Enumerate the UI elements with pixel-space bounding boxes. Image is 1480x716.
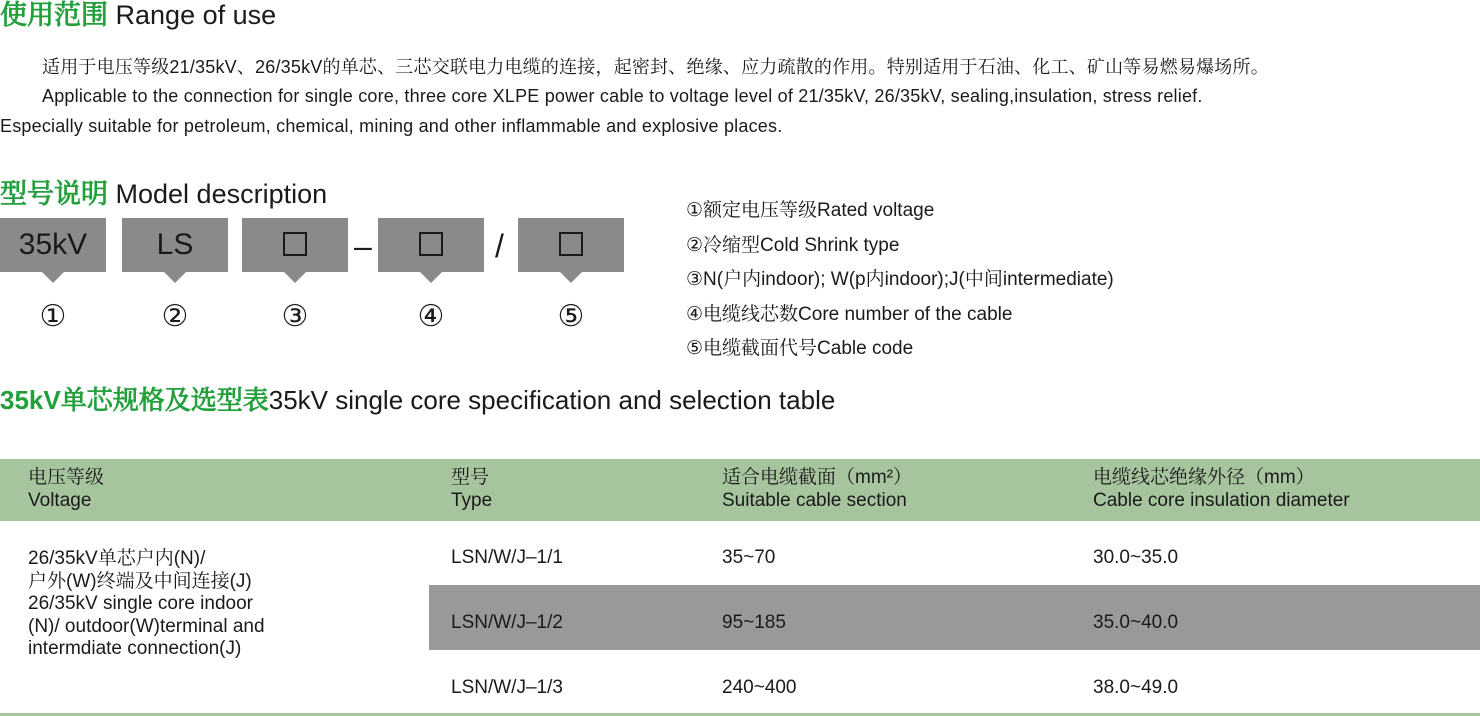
table-title-cn: 35kV单芯规格及选型表 xyxy=(0,385,269,415)
voltage-line-1: 26/35kV单芯户内(N)/ xyxy=(28,548,206,569)
table-row-shade xyxy=(429,585,1480,650)
range-paragraph-en-line2: Especially suitable for petroleum, chemical, mining and other inflammable and explosive places. xyxy=(0,116,783,136)
range-paragraph-en-line1: Applicable to the connection for single core, three core XLPE power cable to voltage level of 21/35kV, 26/35kV, sealing,insulation, stress relief. xyxy=(42,86,1203,106)
header-type-en: Type xyxy=(451,490,493,511)
voltage-line-2: 户外(W)终端及中间连接(J) xyxy=(28,570,252,592)
header-voltage-en: Voltage xyxy=(28,490,92,511)
table-title-en: 35kV single core specification and selection table xyxy=(268,385,836,415)
row-3-type: LSN/W/J–1/3 xyxy=(451,677,563,698)
header-type-cn: 型号 xyxy=(451,467,490,488)
voltage-line-5: intermdiate connection(J) xyxy=(28,638,242,659)
legend-item-3: ③N(户内indoor); W(p内indoor);J(中间intermediate) xyxy=(686,269,1114,290)
placeholder-square-icon xyxy=(419,232,443,256)
row-3-diameter: 38.0~49.0 xyxy=(1093,677,1179,698)
legend-item-2: ②冷缩型Cold Shrink type xyxy=(686,235,900,256)
header-voltage-cn: 电压等级 xyxy=(28,467,105,488)
range-paragraph-cn: 适用于电压等级21/35kV、26/35kV的单芯、三芯交联电力电缆的连接，起密封、绝缘、应力疏散的作用。特别适用于石油、化工、矿山等易燃易爆场所。 xyxy=(42,57,1269,77)
model-box-type xyxy=(122,218,228,272)
range-title-en: Range of use xyxy=(115,0,277,30)
header-voltage xyxy=(28,466,104,512)
header-diameter-cn: 电缆线芯绝缘外径（mm） xyxy=(1093,467,1315,488)
row-2-diameter: 35.0~40.0 xyxy=(1093,612,1179,633)
row-2-section: 95~185 xyxy=(722,612,786,633)
table-heading xyxy=(0,385,835,415)
voltage-cell xyxy=(28,548,265,661)
model-box-cores xyxy=(378,218,484,272)
header-diameter xyxy=(1093,466,1350,512)
voltage-line-4: (N)/ outdoor(W)terminal and xyxy=(28,615,265,637)
header-section-en: Suitable cable section xyxy=(722,490,907,511)
model-number-4: ④ xyxy=(417,300,445,333)
model-title-cn: 型号说明 xyxy=(0,179,108,209)
legend-item-1: ①额定电压等级Rated voltage xyxy=(686,200,935,221)
row-3-section: 240~400 xyxy=(722,677,797,698)
row-1-type: LSN/W/J–1/1 xyxy=(451,547,563,568)
placeholder-square-icon xyxy=(559,232,583,256)
model-number-5: ⑤ xyxy=(557,300,585,333)
model-number-3: ③ xyxy=(281,300,309,333)
model-number-2: ② xyxy=(161,300,189,333)
model-separator-dash: – xyxy=(354,228,372,264)
legend-item-5: ⑤电缆截面代号Cable code xyxy=(686,338,914,359)
model-box-cable-code xyxy=(518,218,624,272)
header-diameter-en: Cable core insulation diameter xyxy=(1093,490,1350,511)
header-section xyxy=(722,466,912,512)
placeholder-square-icon xyxy=(283,232,307,256)
model-description-heading xyxy=(0,179,327,209)
row-2-type: LSN/W/J–1/2 xyxy=(451,612,563,633)
header-section-cn: 适合电缆截面（mm²） xyxy=(722,467,912,488)
header-type xyxy=(451,466,492,512)
model-box-type-label: LS xyxy=(156,228,194,261)
voltage-line-3: 26/35kV single core indoor xyxy=(28,593,253,614)
model-box-voltage-label: 35kV xyxy=(18,228,88,261)
row-1-diameter: 30.0~35.0 xyxy=(1093,547,1179,568)
range-of-use-heading xyxy=(0,0,276,30)
row-1-section: 35~70 xyxy=(722,547,776,568)
range-title-cn: 使用范围 xyxy=(0,0,108,30)
model-box-location xyxy=(242,218,348,272)
legend-item-4: ④电缆线芯数Core number of the cable xyxy=(686,304,1013,325)
model-separator-slash: / xyxy=(495,228,504,264)
model-title-en: Model description xyxy=(115,179,328,209)
model-box-voltage xyxy=(0,218,106,272)
model-number-1: ① xyxy=(39,300,67,333)
